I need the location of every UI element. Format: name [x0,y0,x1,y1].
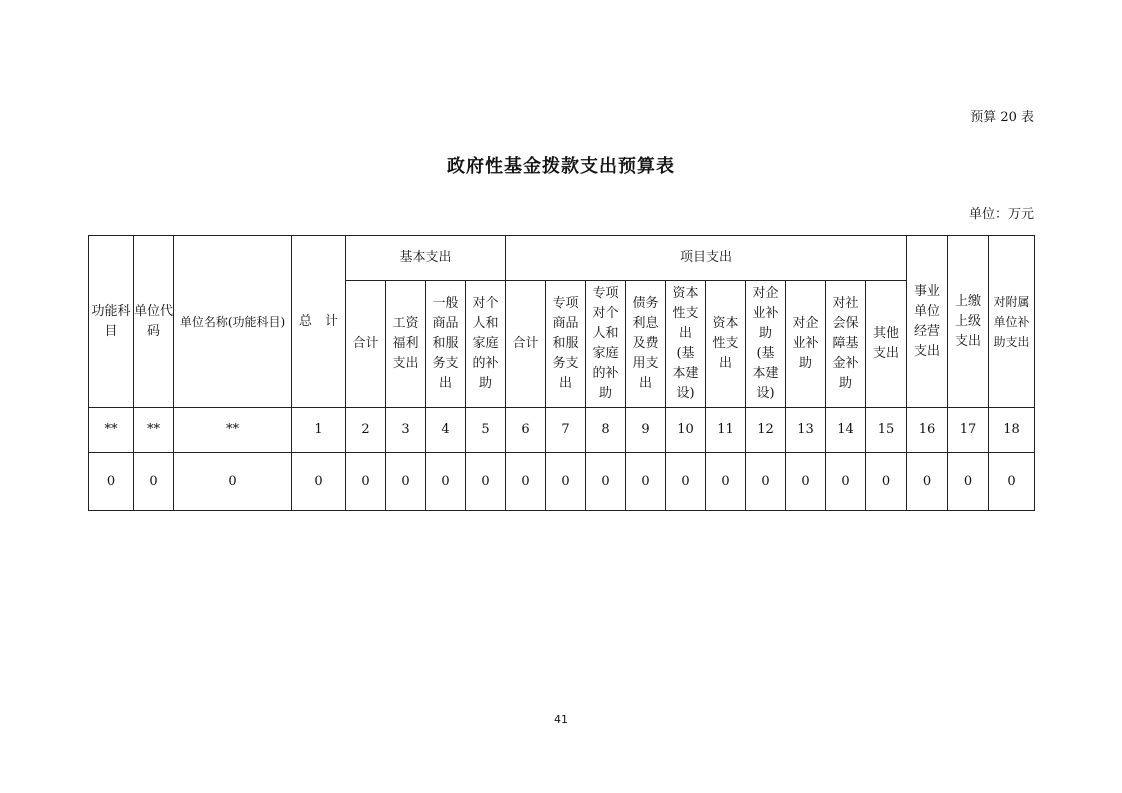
table-cell: 14 [826,408,866,453]
table-cell: 0 [546,453,586,511]
header-basic-col: 工资福利支出 [386,281,426,408]
table-cell: 0 [706,453,746,511]
table-cell: 11 [706,408,746,453]
unit-label: 单位：万元 [968,207,1034,222]
header-group-basic: 基本支出 [346,236,506,281]
table-cell: 0 [89,453,134,511]
table-cell: 12 [746,408,786,453]
header-project-col: 资本性支出(基本建设) [666,281,706,408]
table-cell: 0 [626,453,666,511]
table-cell: 1 [292,408,346,453]
table-cell: 0 [292,453,346,511]
table-cell: ** [134,408,174,453]
table-cell: 18 [989,408,1035,453]
header-project-col: 合计 [506,281,546,408]
table-cell: 2 [346,408,386,453]
table-cell: 16 [907,408,948,453]
table-cell: 0 [386,453,426,511]
header-basic-col: 对个人和家庭的补助 [466,281,506,408]
table-row [89,453,1035,511]
table-cell: 7 [546,408,586,453]
header-func: 功能科目 [89,236,134,408]
header-unit-code: 单位代码 [134,236,174,408]
table-cell: 0 [786,453,826,511]
header-project-col: 对企业补助(基本建设) [746,281,786,408]
table-cell: 0 [948,453,989,511]
header-total: 总 计 [292,236,346,408]
table-cell: 0 [174,453,292,511]
header-project-col: 专项商品和服务支出 [546,281,586,408]
header-basic-col: 合计 [346,281,386,408]
table-cell: 0 [426,453,466,511]
budget-table [88,235,1035,511]
table-cell: 0 [666,453,706,511]
table-cell: 5 [466,408,506,453]
table-cell: 0 [746,453,786,511]
header-project-col: 其他支出 [866,281,907,408]
table-number: 预算 20 表 [970,110,1034,125]
table-cell: 15 [866,408,907,453]
page-number: 41 [554,713,568,726]
table-cell: 0 [907,453,948,511]
table-cell: 0 [586,453,626,511]
header-subsidy: 对附属单位补助支出 [989,236,1035,408]
header-project-col: 债务利息及费用支出 [626,281,666,408]
table-cell: 0 [346,453,386,511]
table-cell: 4 [426,408,466,453]
header-project-col: 对企业补助 [786,281,826,408]
header-project-col: 对社会保障基金补助 [826,281,866,408]
page-title: 政府性基金拨款支出预算表 [447,156,675,177]
header-business: 事业单位经营支出 [907,236,948,408]
header-project-col: 资本性支出 [706,281,746,408]
table-cell: 0 [866,453,907,511]
table-cell: 17 [948,408,989,453]
header-basic-col: 一般商品和服务支出 [426,281,466,408]
table-row [89,408,1035,453]
header-unit-name: 单位名称(功能科目) [174,236,292,408]
table-cell: ** [89,408,134,453]
header-upper: 上缴上级支出 [948,236,989,408]
table-cell: 0 [826,453,866,511]
header-group-project: 项目支出 [506,236,907,281]
table-cell: 0 [506,453,546,511]
table-cell: 0 [466,453,506,511]
table-cell: 8 [586,408,626,453]
table-cell: 0 [134,453,174,511]
table-cell: 13 [786,408,826,453]
table-cell: 6 [506,408,546,453]
table-cell: 0 [989,453,1035,511]
table-cell: ** [174,408,292,453]
table-cell: 9 [626,408,666,453]
header-project-col: 专项对个人和家庭的补助 [586,281,626,408]
table-cell: 10 [666,408,706,453]
table-cell: 3 [386,408,426,453]
